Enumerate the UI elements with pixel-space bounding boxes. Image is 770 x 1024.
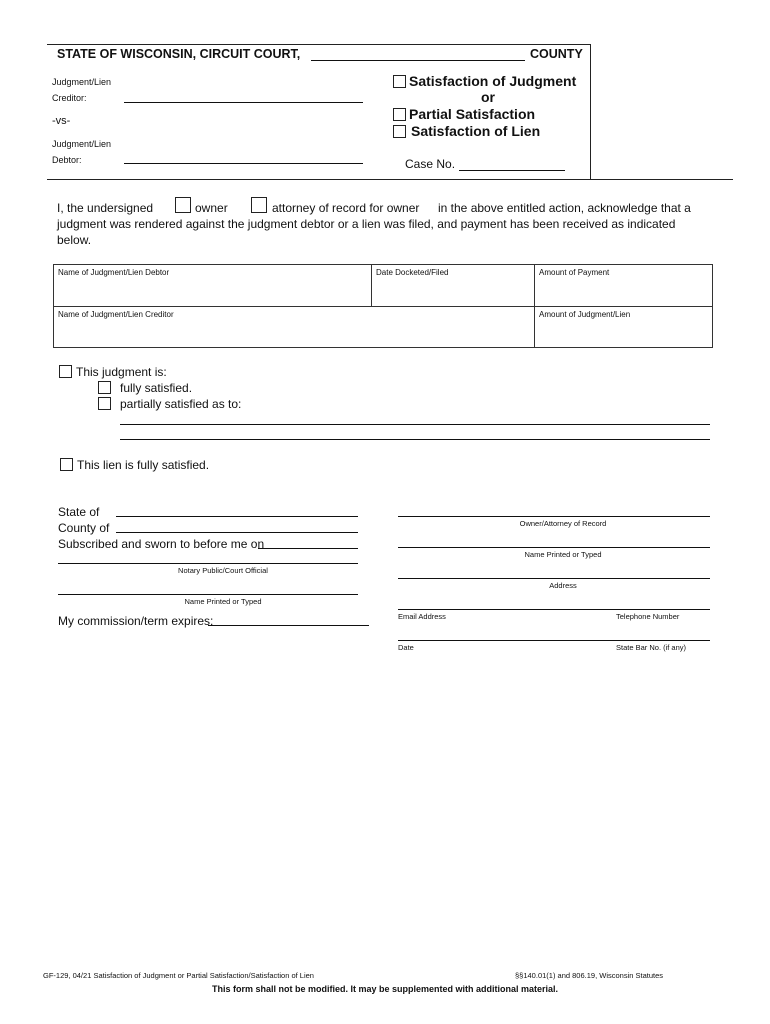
owner-attorney-line[interactable] <box>398 516 710 517</box>
ack-line3: below. <box>57 233 92 247</box>
lien-satisfied-checkbox[interactable] <box>60 458 73 471</box>
satisfaction-judgment-label: Satisfaction of Judgment <box>409 73 577 89</box>
address-caption: Address <box>549 581 577 590</box>
debtor-name-header: Name of Judgment/Lien Debtor <box>58 268 170 277</box>
date-docketed-header: Date Docketed/Filed <box>376 268 449 277</box>
footer-form-id: GF-129, 04/21 Satisfaction of Judgment or Partial Satisfaction/Satisfaction of Lien <box>43 971 314 980</box>
ack-intro: I, the undersigned <box>57 201 154 215</box>
debtor-field[interactable] <box>124 163 363 164</box>
vs-label: -vs- <box>52 115 71 127</box>
caption-right-border <box>590 44 591 180</box>
satisfaction-judgment-checkbox[interactable] <box>393 75 406 88</box>
amount-payment-header: Amount of Payment <box>539 268 610 277</box>
date-docketed-cell[interactable] <box>371 264 535 307</box>
lien-satisfied-label: This lien is fully satisfied. <box>77 458 210 472</box>
owner-checkbox[interactable] <box>175 197 191 213</box>
county-of-label: County of <box>58 521 110 535</box>
case-no-field[interactable] <box>459 170 565 171</box>
partially-satisfied-checkbox[interactable] <box>98 397 111 410</box>
attorney-label: attorney of record for owner <box>272 201 420 215</box>
county-name-field[interactable] <box>311 60 525 61</box>
owner-attorney-caption: Owner/Attorney of Record <box>519 519 607 528</box>
date-bar-line[interactable] <box>398 640 710 641</box>
attorney-checkbox[interactable] <box>251 197 267 213</box>
subscribed-label: Subscribed and sworn to before me on <box>58 537 265 551</box>
satisfaction-lien-checkbox[interactable] <box>393 125 406 138</box>
telephone-caption: Telephone Number <box>616 612 680 621</box>
creditor-name-cell[interactable] <box>53 306 535 348</box>
commission-field[interactable] <box>208 625 369 626</box>
court-heading: STATE OF WISCONSIN, CIRCUIT COURT, <box>57 47 301 61</box>
caption-bottom-border <box>47 179 733 180</box>
amount-judgment-cell[interactable] <box>534 306 713 348</box>
state-of-label: State of <box>58 505 100 519</box>
creditor-label-line1: Judgment/Lien <box>52 77 112 87</box>
notary-name-caption: Name Printed or Typed <box>184 597 262 606</box>
email-phone-line[interactable] <box>398 609 710 610</box>
notary-official-caption: Notary Public/Court Official <box>178 566 268 575</box>
fully-satisfied-label: fully satisfied. <box>120 381 193 395</box>
ack-line1-rest: in the above entitled action, acknowledge that a <box>438 201 691 215</box>
address-line[interactable] <box>398 578 710 579</box>
state-bar-caption: State Bar No. (if any) <box>616 643 687 652</box>
county-label: COUNTY <box>530 47 583 61</box>
caption-top-border <box>47 44 591 45</box>
amount-payment-cell[interactable] <box>534 264 713 307</box>
debtor-label-line1: Judgment/Lien <box>52 139 112 149</box>
fully-satisfied-checkbox[interactable] <box>98 381 111 394</box>
partial-details-line-2[interactable] <box>120 439 710 440</box>
notary-name-line[interactable] <box>58 594 358 595</box>
footer-notice: This form shall not be modified. It may be supplemented with additional material. <box>211 984 559 994</box>
owner-label: owner <box>195 201 228 215</box>
judgment-is-checkbox[interactable] <box>59 365 72 378</box>
or-label: or <box>481 89 495 105</box>
partial-satisfaction-checkbox[interactable] <box>393 108 406 121</box>
notary-signature-line[interactable] <box>58 563 358 564</box>
signer-name-caption: Name Printed or Typed <box>524 550 602 559</box>
case-no-label: Case No. <box>405 157 456 171</box>
commission-label: My commission/term expires: <box>58 614 214 628</box>
email-caption: Email Address <box>398 612 446 621</box>
creditor-field[interactable] <box>124 102 363 103</box>
date-caption: Date <box>398 643 414 652</box>
partial-satisfaction-label: Partial Satisfaction <box>409 106 536 122</box>
ack-line2: judgment was rendered against the judgment debtor or a lien was filed, and payment has been received as indicated <box>57 217 676 231</box>
satisfaction-lien-label: Satisfaction of Lien <box>411 123 541 139</box>
signer-name-line[interactable] <box>398 547 710 548</box>
judgment-is-label: This judgment is: <box>76 365 167 379</box>
partial-details-line-1[interactable] <box>120 424 710 425</box>
subscribed-date-field[interactable] <box>258 548 358 549</box>
state-of-field[interactable] <box>116 516 358 517</box>
county-of-field[interactable] <box>116 532 358 533</box>
amount-judgment-header: Amount of Judgment/Lien <box>539 310 631 319</box>
creditor-label-line2: Creditor: <box>52 93 87 103</box>
partially-satisfied-label: partially satisfied as to: <box>120 397 242 411</box>
debtor-label-line2: Debtor: <box>52 155 82 165</box>
creditor-name-header: Name of Judgment/Lien Creditor <box>58 310 174 319</box>
footer-statutes: §§140.01(1) and 806.19, Wisconsin Statutes <box>515 971 664 980</box>
debtor-name-cell[interactable] <box>53 264 372 307</box>
